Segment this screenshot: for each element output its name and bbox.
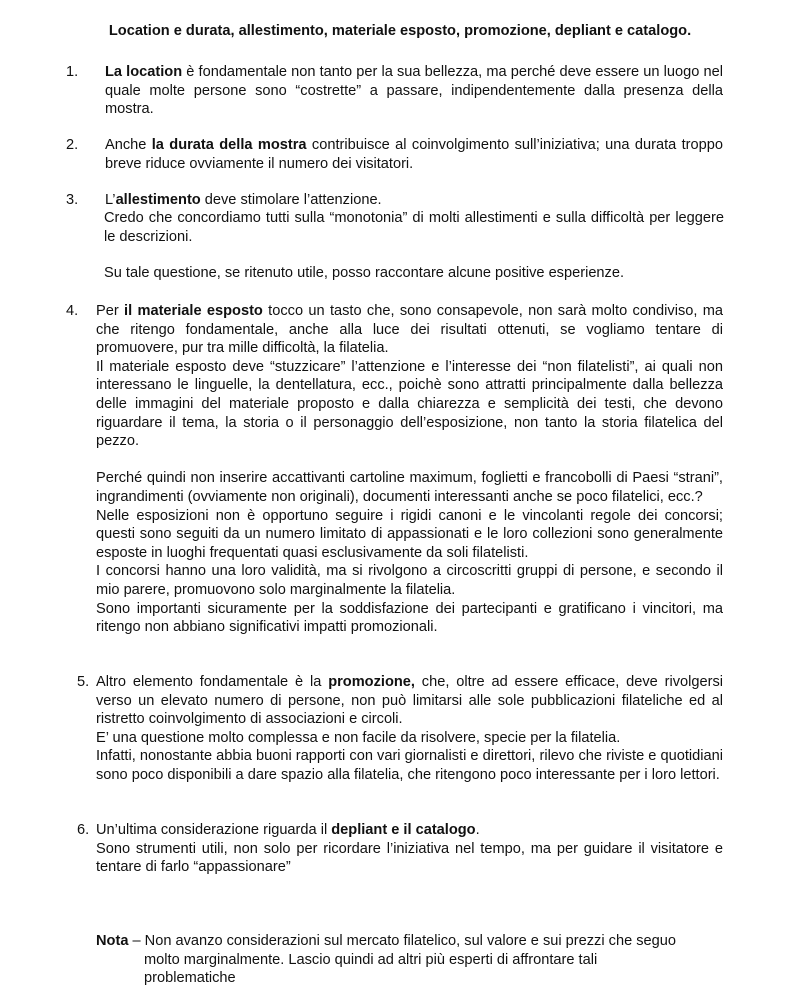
item-3-heading [105, 191, 723, 210]
item-3-text: deve stimolare l’attenzione. [200, 192, 382, 208]
item-6-text: . [475, 822, 480, 838]
item-number-1: 1. [66, 64, 79, 80]
item-5-bold: promozione, [328, 674, 415, 690]
note-label: Nota [96, 933, 129, 949]
item-6-pre: Un’ultima considerazione riguarda il [96, 822, 332, 838]
item-5 [96, 673, 723, 785]
item-number-2: 2. [66, 137, 79, 153]
item-6-paragraph-2: Sono strumenti utili, non solo per ricordare l’iniziativa nel tempo, ma per guidare il visitatore e tentare di farlo “appassionare” [96, 840, 723, 876]
item-number-6: 6. [77, 822, 90, 838]
item-4-paragraph-4: Nelle esposizioni non è opportuno seguire i rigidi canoni e le vincolanti regole dei concorsi; questi sono seguiti da un numero limitato di appassionati e le loro collezioni sono generalmente esposte in luoghi frequentati quasi esclusivamente da soli filatelisti. [96, 507, 723, 561]
item-6-bold: depliant e il catalogo [331, 822, 476, 838]
item-2 [105, 136, 723, 173]
item-4-paragraph-6: Sono importanti sicuramente per la soddisfazione dei partecipanti e gratificano i vincitori, ma ritengo non abbiano significativi impatti promozionali. [96, 600, 723, 636]
item-6 [96, 821, 723, 877]
item-2-bold: la durata della mostra [151, 137, 307, 153]
note-dash: – [128, 933, 145, 949]
document-title: Location e durata, allestimento, materiale esposto, promozione, depliant e catalogo. [108, 23, 692, 39]
item-3-line3: Su tale questione, se ritenuto utile, posso raccontare alcune positive esperienze. [104, 265, 625, 281]
item-number-5: 5. [77, 674, 90, 690]
item-3-pre: L’ [105, 192, 116, 208]
item-3-aside [104, 264, 724, 283]
item-4-paragraph-2: Il materiale esposto deve “stuzzicare” l’attenzione e l’interesse dei “non filatelisti”, ai quali non interessano le linguelle, la dentellatura, ecc., poichè sono attratti principalmente dalla bellezza delle immagini del materiale proposto e dalla chiarezza e semplicità dei testi, che devono riguardare il tema, la storia o il personaggio dell’esposizione, non tanto la storia filatelica del pezzo. [96, 358, 723, 450]
item-4-bold: il materiale esposto [124, 303, 263, 319]
note-line-1: Non avanzo considerazioni sul mercato filatelico, sul valore e sui prezzi che seguo [144, 933, 676, 949]
note [96, 932, 736, 988]
note-line-3: problematiche [144, 970, 236, 987]
item-5-paragraph-3: Infatti, nonostante abbia buoni rapporti con vari giornalisti e direttori, rilevo che riviste e quotidiani sono poco disponibili a dare spazio alla filatelia, che ritengono poco interessante per i loro lettori. [96, 748, 723, 783]
item-5-pre: Altro elemento fondamentale è la [96, 674, 329, 690]
item-1 [105, 63, 723, 119]
item-4 [96, 302, 723, 637]
item-3-bold: allestimento [115, 192, 201, 208]
item-2-text: contribuisce al coinvolgimento sull’iniziativa; una durata troppo breve riduce ovviamente il numero dei visitatori. [105, 137, 723, 172]
item-number-4: 4. [66, 303, 79, 319]
item-3-paragraph [104, 209, 724, 246]
item-1-text: è fondamentale non tanto per la sua bellezza, ma perché deve essere un luogo nel quale molte persone sono “costrette” a passare, indipendentemente dalla presenza della mostra. [105, 64, 723, 118]
item-number-3: 3. [66, 192, 79, 208]
item-4-text: tocco un tasto che, sono consapevole, non sarà molto condiviso, ma che ritengo fondamentale, anche alla luce dei risultati ottenuti, se vogliamo tentare di promuovere, pur tra mille difficoltà, la filatelia. [96, 303, 724, 357]
item-3-line2: Credo che concordiamo tutti sulla “monotonia” di molti allestimenti e sulla difficoltà per leggere le descrizioni. [104, 210, 724, 245]
item-2-pre: Anche [105, 137, 152, 153]
item-4-paragraph-3: Perché quindi non inserire accattivanti cartoline maximum, foglietti e francobolli di Paesi “strani”, ingrandimenti (ovviamente non originali), documenti interessanti anche se poco filatelici, ecc.? [96, 470, 723, 505]
item-4-pre: Per [96, 303, 125, 319]
item-1-bold: La location [105, 64, 183, 80]
item-5-paragraph-2: E’ una questione molto complessa e non facile da risolvere, specie per la filatelia. [96, 729, 621, 746]
note-line-2: molto marginalmente. Lascio quindi ad altri più esperti di affrontare tali [144, 951, 598, 968]
item-5-text: che, oltre ad essere efficace, deve rivolgersi verso un elevato numero di persone, non può limitarsi alle sole pubblicazioni filateliche ed al ristretto coinvolgimento di associazioni e circoli. [96, 674, 723, 728]
item-4-paragraph-5: I concorsi hanno una loro validità, ma si rivolgono a circoscritti gruppi di persone, e secondo il mio parere, promuovono solo marginalmente la filatelia. [96, 563, 723, 598]
